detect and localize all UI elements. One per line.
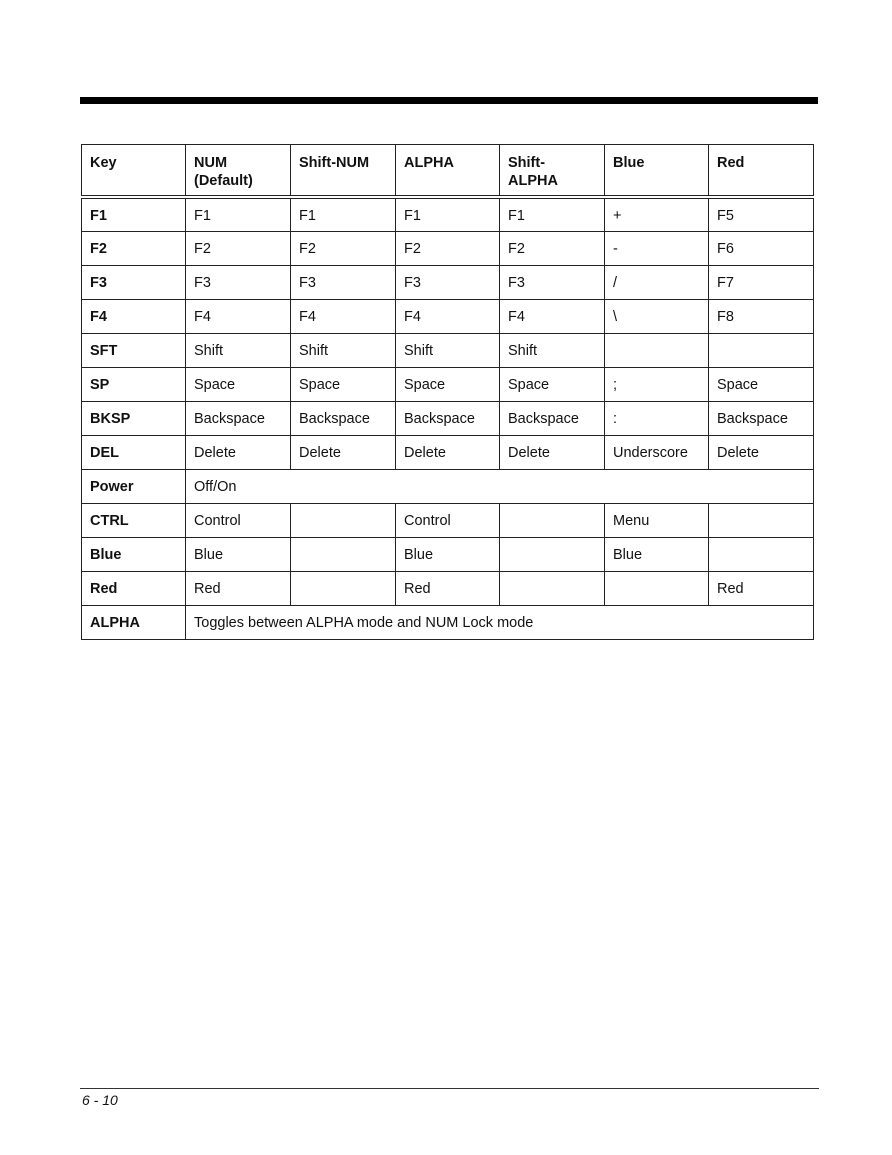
table-row [82,265,814,299]
table-row [82,571,814,605]
table-row [82,299,814,333]
value-cell: : [605,401,709,435]
value-cell: \ [605,299,709,333]
value-cell: Delete [291,435,396,469]
value-cell: ; [605,367,709,401]
value-cell [709,503,814,537]
table-row [82,197,814,231]
value-cell: Space [186,367,291,401]
value-cell: Backspace [500,401,605,435]
value-cell: Backspace [709,401,814,435]
value-cell: Shift [500,333,605,367]
value-cell: F3 [396,265,500,299]
top-rule [80,97,818,104]
table-row [82,367,814,401]
value-cell: Blue [186,537,291,571]
value-cell: - [605,231,709,265]
header-shift-alpha: Shift- ALPHA [500,145,605,198]
value-cell: F3 [291,265,396,299]
key-cell: F4 [82,299,186,333]
table-row [82,231,814,265]
value-cell: Backspace [186,401,291,435]
value-cell: F4 [291,299,396,333]
value-cell: Delete [500,435,605,469]
value-cell: Space [500,367,605,401]
value-cell: Underscore [605,435,709,469]
table-row [82,469,814,503]
bottom-rule [80,1088,819,1089]
key-cell: BKSP [82,401,186,435]
header-alpha: ALPHA [396,145,500,198]
value-cell: Delete [186,435,291,469]
value-cell: Backspace [291,401,396,435]
value-cell: F7 [709,265,814,299]
value-cell: F2 [186,231,291,265]
value-cell: F3 [500,265,605,299]
key-cell: F1 [82,197,186,231]
value-cell: Red [186,571,291,605]
key-cell: Red [82,571,186,605]
header-shift-num: Shift-NUM [291,145,396,198]
value-cell: Blue [605,537,709,571]
value-cell: F1 [396,197,500,231]
value-cell: F2 [291,231,396,265]
value-cell: Blue [396,537,500,571]
header-red: Red [709,145,814,198]
key-cell: DEL [82,435,186,469]
table-row [82,333,814,367]
table-row [82,605,814,639]
value-cell: Shift [291,333,396,367]
value-cell: Shift [186,333,291,367]
header-key: Key [82,145,186,198]
key-cell: CTRL [82,503,186,537]
value-cell: Shift [396,333,500,367]
table-row [82,435,814,469]
key-cell: Blue [82,537,186,571]
value-cell: F3 [186,265,291,299]
value-cell: Red [396,571,500,605]
table-row [82,401,814,435]
value-cell [709,537,814,571]
value-cell: Menu [605,503,709,537]
value-cell [500,503,605,537]
value-cell [605,571,709,605]
page-number: 6 - 10 [82,1092,118,1108]
key-mapping-table [81,144,814,640]
value-cell: F2 [500,231,605,265]
value-cell: F5 [709,197,814,231]
value-cell: Delete [709,435,814,469]
value-cell: Backspace [396,401,500,435]
value-cell [291,537,396,571]
value-cell: F1 [186,197,291,231]
value-cell: + [605,197,709,231]
value-cell: F1 [500,197,605,231]
key-cell: SFT [82,333,186,367]
value-cell: F1 [291,197,396,231]
value-cell: F4 [186,299,291,333]
key-cell: F2 [82,231,186,265]
table-body [82,197,814,639]
value-cell: F8 [709,299,814,333]
value-cell: Red [709,571,814,605]
value-cell: F2 [396,231,500,265]
table-header-row [82,145,814,198]
key-cell: ALPHA [82,605,186,639]
value-cell: Off/On [186,469,814,503]
value-cell: Space [291,367,396,401]
value-cell: / [605,265,709,299]
table-row [82,503,814,537]
value-cell [291,503,396,537]
value-cell [605,333,709,367]
value-cell [709,333,814,367]
key-cell: SP [82,367,186,401]
table-row [82,537,814,571]
key-cell: F3 [82,265,186,299]
value-cell: Space [709,367,814,401]
value-cell: F4 [500,299,605,333]
header-blue: Blue [605,145,709,198]
header-num-default: NUM (Default) [186,145,291,198]
value-cell: F4 [396,299,500,333]
value-cell: F6 [709,231,814,265]
value-cell: Control [186,503,291,537]
value-cell: Toggles between ALPHA mode and NUM Lock mode [186,605,814,639]
key-cell: Power [82,469,186,503]
value-cell [291,571,396,605]
value-cell: Space [396,367,500,401]
value-cell: Control [396,503,500,537]
value-cell [500,537,605,571]
value-cell [500,571,605,605]
value-cell: Delete [396,435,500,469]
